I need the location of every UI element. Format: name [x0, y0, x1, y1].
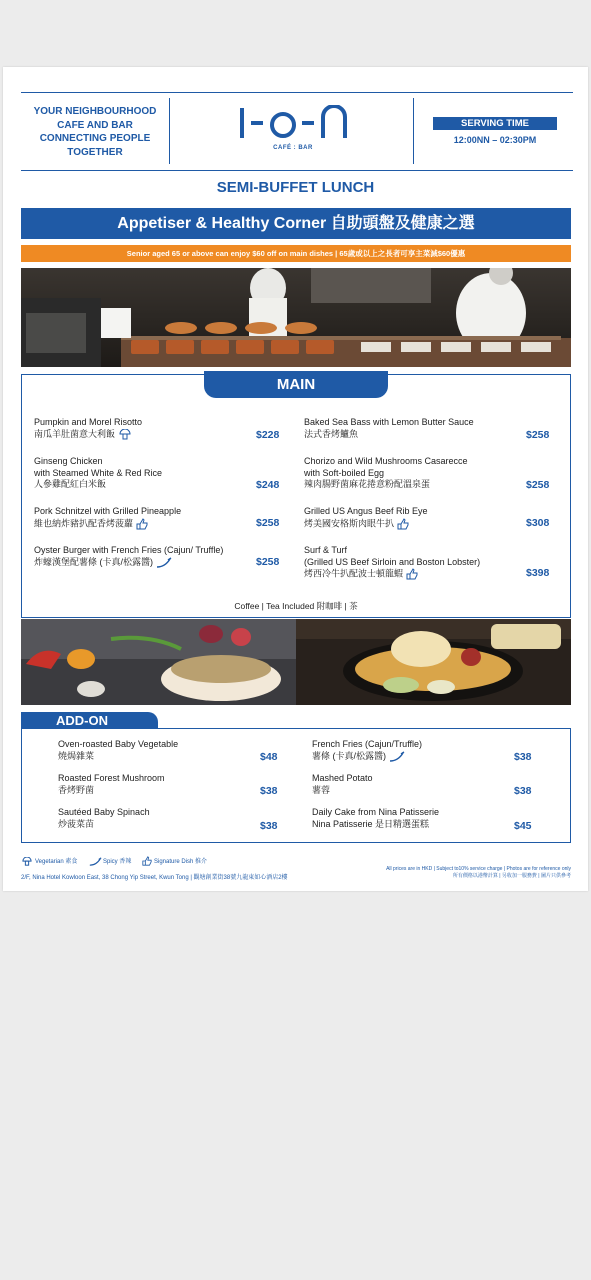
addon-heading: ADD-ON: [21, 712, 158, 729]
signature-icon: [406, 568, 418, 580]
list-item: Grilled US Angus Beef Rib Eye 烤美國安格斯肉眼牛扒: [304, 506, 428, 528]
address: 2/F, Nina Hotel Kowloon East, 38 Chong Yip Street, Kwun Tong | 觀塘創業街38號九龍東如心酒店2樓: [21, 875, 288, 881]
tagline: YOUR NEIGHBOURHOOD CAFE AND BAR CONNECTING PEOPLE TOGETHER: [33, 106, 157, 158]
vegetarian-icon: [21, 857, 33, 866]
list-item: French Fries (Cajun/Truffle) 薯條 (卡真/松露醬): [312, 739, 423, 761]
list-item: Ginseng Chicken with Steamed White & Red Rice 人參雞配紅白米飯: [34, 456, 163, 489]
list-item: Roasted Forest Mushroom 香烤野菌: [58, 773, 165, 795]
list-item: Pork Schnitzel with Grilled Pineapple 維也納炸豬扒配香烤菠蘿: [34, 506, 182, 528]
main-section: [21, 374, 571, 618]
spicy-icon: [156, 557, 172, 568]
price: $248: [256, 479, 280, 491]
list-item: Surf & Turf (Grilled US Beef Sirloin and Boston Lobster) 烤西冷牛扒配波士頓龍蝦: [304, 545, 481, 579]
signature-icon: [142, 856, 152, 866]
header-separator: [169, 98, 170, 164]
price: $228: [256, 429, 280, 441]
header-separator: [413, 98, 414, 164]
legend-signature: Signature Dish 推介: [142, 856, 207, 866]
appetiser-banner: Appetiser & Healthy Corner 自助頭盤及健康之選: [21, 208, 571, 239]
top-divider: [21, 92, 573, 93]
price: $258: [256, 517, 280, 529]
dish-photos: [21, 619, 571, 705]
header-divider: [21, 170, 573, 171]
legend-vegetarian: Vegetarian 素食: [21, 856, 77, 866]
price: $45: [514, 820, 532, 832]
list-item: Chorizo and Wild Mushrooms Casarecce with Soft-boiled Egg 辣肉腸野菌麻花捲意粉配溫泉蛋: [304, 456, 468, 489]
menu-title: SEMI-BUFFET LUNCH: [216, 179, 375, 196]
list-item: Baked Sea Bass with Lemon Butter Sauce 法式香烤鱸魚: [304, 417, 474, 439]
legend-spicy: Spicy 香辣: [89, 856, 131, 866]
price: $258: [256, 556, 280, 568]
serving-time-label: SERVING TIME: [433, 117, 557, 130]
main-heading: MAIN: [204, 371, 388, 398]
vegetarian-icon: [118, 429, 132, 440]
coffee-note: Coffee | Tea Included 附咖啡 | 茶: [234, 601, 358, 611]
list-item: Daily Cake from Nina Patisserie Nina Patisserie 是日精選蛋糕: [312, 807, 440, 829]
signature-icon: [397, 518, 409, 530]
price: $38: [514, 785, 532, 797]
list-item: Mashed Potato 薯蓉: [312, 773, 373, 795]
signature-icon: [136, 518, 148, 530]
footnote: All prices are in HKD | Subject to10% service charge | Photos are for reference only 所有價格以港幣計算 | 另收加一服務費 | 圖片只供參考: [386, 866, 571, 879]
price: $48: [260, 751, 278, 763]
price: $398: [526, 567, 550, 579]
logo-subtitle: CAFÉ : BAR: [273, 145, 313, 151]
price: $258: [526, 429, 550, 441]
list-item: Oven-roasted Baby Vegetable 燒焗雜菜: [58, 739, 179, 761]
list-item: Sautéed Baby Spinach 炒菠菜苗: [58, 807, 150, 829]
spicy-icon: [389, 751, 405, 762]
price: $308: [526, 517, 550, 529]
price: $38: [260, 820, 278, 832]
price: $38: [260, 785, 278, 797]
price: $258: [526, 479, 550, 491]
senior-discount-banner: Senior aged 65 or above can enjoy $60 off on main dishes | 65歲或以上之長者可享主菜減$60優惠: [21, 245, 571, 262]
price: $38: [514, 751, 532, 763]
list-item: Pumpkin and Morel Risotto 南瓜羊肚菌意大利飯: [34, 417, 143, 439]
spicy-icon: [89, 857, 102, 866]
menu-page: [3, 67, 588, 891]
serving-time: 12:00NN – 02:30PM: [453, 135, 537, 145]
list-item: Oyster Burger with French Fries (Cajun/ Truffle) 炸蠔漢堡配薯條 (卡真/松露醬): [34, 545, 224, 567]
buffet-kitchen-photo: [21, 268, 571, 367]
